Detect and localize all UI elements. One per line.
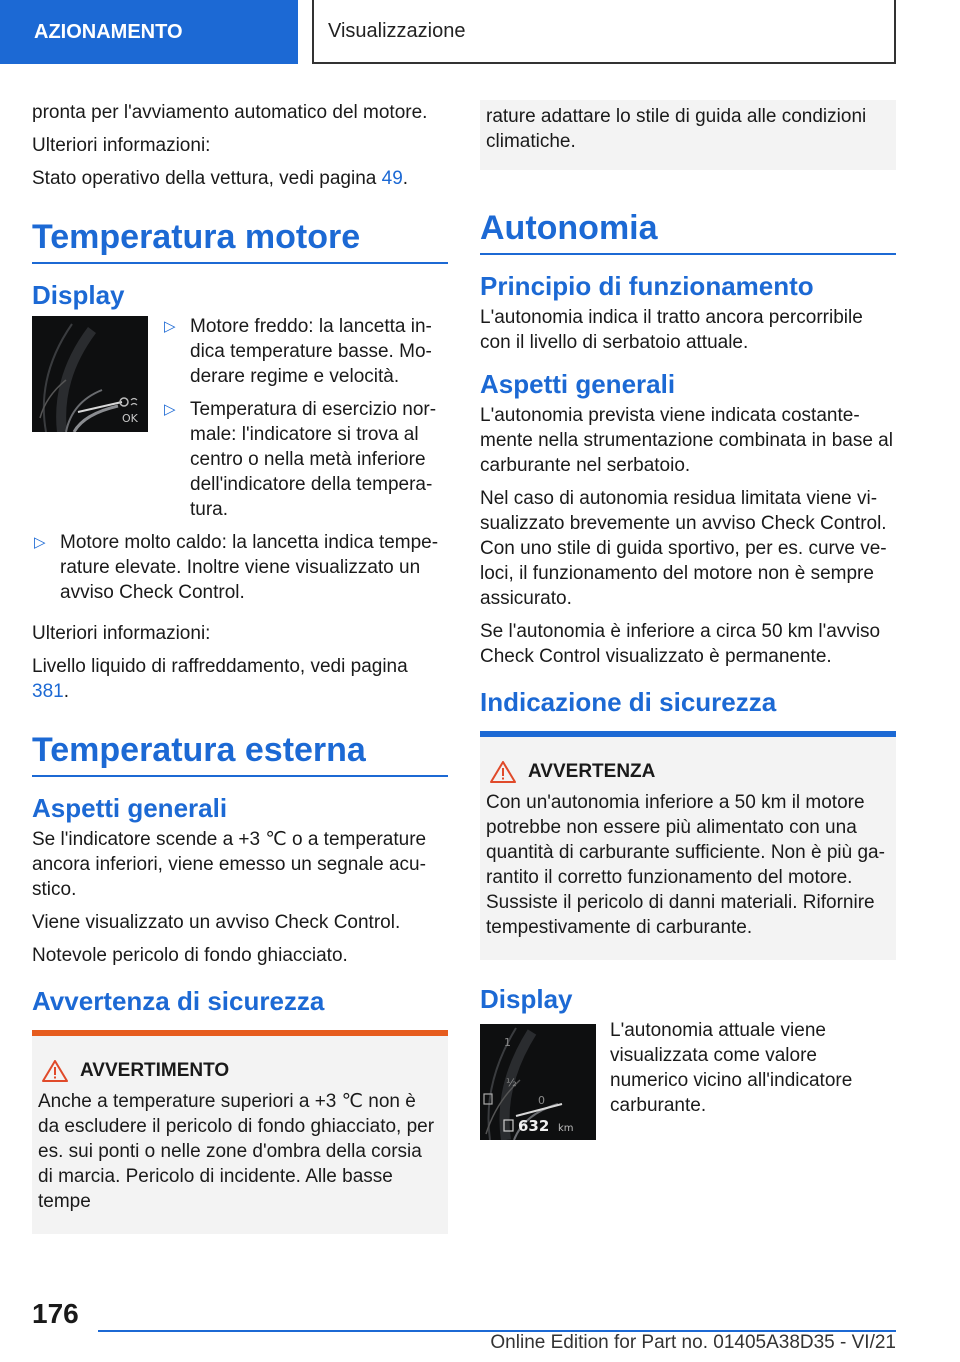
- fuel-gauge-empty-label: 0: [538, 1094, 545, 1107]
- range-value: 632: [518, 1117, 550, 1135]
- paragraph: L'autonomia prevista viene indicata costantemente nella strumentazione combinata in base al carburante nel serbatoio.: [480, 405, 893, 476]
- warning-triangle-icon: [490, 761, 516, 783]
- paragraph: Nel caso di autonomia residua limitata viene visualizzato brevemente un avviso Check Control. Con uno stile di guida sportivo, per es. curve veloci, il funzionamento del motore non è sempre assicurato.: [480, 488, 887, 609]
- right-column: [480, 100, 896, 1140]
- range-display-row: [480, 1018, 896, 1140]
- list-item: ▷ Motore molto caldo: la lancetta indica temperature elevate. Inoltre viene visualizzato un avviso Check Control.: [34, 532, 439, 603]
- caution-box: [480, 731, 896, 960]
- list-item: ▷ Motore freddo: la lancetta indica temperature basse. Moderare regime e velocità.: [164, 316, 432, 387]
- heading-display: Display: [480, 984, 573, 1014]
- engine-temperature-gauge-icon: [32, 316, 148, 432]
- triangle-bullet-icon: ▷: [164, 318, 176, 335]
- page-number: 176: [32, 1298, 79, 1329]
- warning-title: AVVERTIMENTO: [38, 1058, 440, 1083]
- fuel-gauge-image: [480, 1024, 596, 1140]
- paragraph: Se l'indicatore scende a +3 ℃ o a temperature ancora inferiori, viene emesso un segnale acustico.: [32, 829, 427, 900]
- fuel-gauge-icon: [480, 1024, 596, 1140]
- more-info-label: Ulteriori informazioni:: [32, 135, 211, 156]
- cross-reference: Livello liquido di raffreddamento, vedi pagina 381.: [32, 656, 408, 702]
- section-tab: AZIONAMENTO: [0, 0, 298, 64]
- caution-text: Con un'autonomia inferiore a 50 km il motore potrebbe non essere più alimentato con una quantità di carburante sufficiente. Non è più garantito il corretto funzionamento del motore. Sussiste il pericolo di danni materiali. Rifornire tempestivamente di carburante.: [486, 792, 885, 938]
- page-link-381[interactable]: 381: [32, 681, 64, 702]
- fuel-gauge-full-label: 1: [504, 1036, 511, 1049]
- left-column: [32, 100, 448, 1234]
- warning-text: Anche a temperature superiori a +3 ℃ non è da escludere il pericolo di fondo ghiacciato, per es. sui ponti o nelle zone d'ombra della corsia di marcia. Pericolo di incidente. Alle basse tempe: [38, 1091, 435, 1212]
- heading-general-aspects: Aspetti generali: [32, 793, 228, 823]
- intro-text: pronta per l'avviamento automatico del motore.: [32, 102, 428, 123]
- triangle-bullet-icon: ▷: [34, 534, 46, 551]
- heading-safety-indication: Indicazione di sicurezza: [480, 687, 777, 717]
- triangle-bullet-icon: ▷: [164, 401, 176, 418]
- range-unit: km: [558, 1123, 574, 1134]
- paragraph: L'autonomia indica il tratto ancora percorribile con il livello di serbatoio attuale.: [480, 307, 863, 353]
- heading-principle: Principio di funzionamento: [480, 271, 814, 301]
- engine-temp-hot-list: [32, 530, 448, 605]
- engine-temp-display-row: [32, 314, 448, 530]
- warning-triangle-icon: [42, 1060, 68, 1082]
- cross-reference: Stato operativo della vettura, vedi pagina 49.: [32, 168, 409, 189]
- warning-box-continued: rature adattare lo stile di guida alle condizioni climatiche.: [480, 100, 896, 170]
- edition-note: Online Edition for Part no. 01405A38D35 - VI/21: [490, 1332, 896, 1353]
- paragraph: Se l'autonomia è inferiore a circa 50 km l'avviso Check Control visualizzato è permanente.: [480, 621, 881, 667]
- heading-general-aspects: Aspetti generali: [480, 369, 676, 399]
- heading-display: Display: [32, 280, 125, 310]
- paragraph: Viene visualizzato un avviso Check Control.: [32, 912, 401, 933]
- list-item: ▷ Temperatura di esercizio normale: l'indicatore si trova al centro o nella metà inferiore dell'indicatore della temperatura.: [164, 399, 437, 520]
- fuel-gauge-half-label: ½: [506, 1076, 517, 1089]
- more-info-label: Ulteriori informazioni:: [32, 623, 211, 644]
- heading-engine-temperature: Temperatura motore: [32, 217, 448, 264]
- reference-text: Livello liquido di raffreddamento, vedi pagina: [32, 656, 408, 677]
- subsection-title: Visualizzazione: [312, 0, 896, 64]
- engine-temperature-gauge-image: [32, 316, 148, 432]
- page-link-49[interactable]: 49: [381, 168, 403, 189]
- engine-temp-states-list: [162, 314, 448, 530]
- heading-outside-temperature: Temperatura esterna: [32, 730, 448, 777]
- reference-text: Stato operativo della vettura, vedi pagina: [32, 168, 382, 189]
- warning-box: [32, 1030, 448, 1234]
- gauge-ok-label: OK: [122, 412, 138, 425]
- heading-range: Autonomia: [480, 208, 896, 255]
- caution-title: AVVERTENZA: [486, 759, 888, 784]
- heading-safety-note: Avvertenza di sicurezza: [32, 986, 325, 1016]
- paragraph: Notevole pericolo di fondo ghiacciato.: [32, 945, 348, 966]
- paragraph: L'autonomia attuale viene visualizzata come valore numerico vicino all'indicatore carburante.: [610, 1020, 853, 1116]
